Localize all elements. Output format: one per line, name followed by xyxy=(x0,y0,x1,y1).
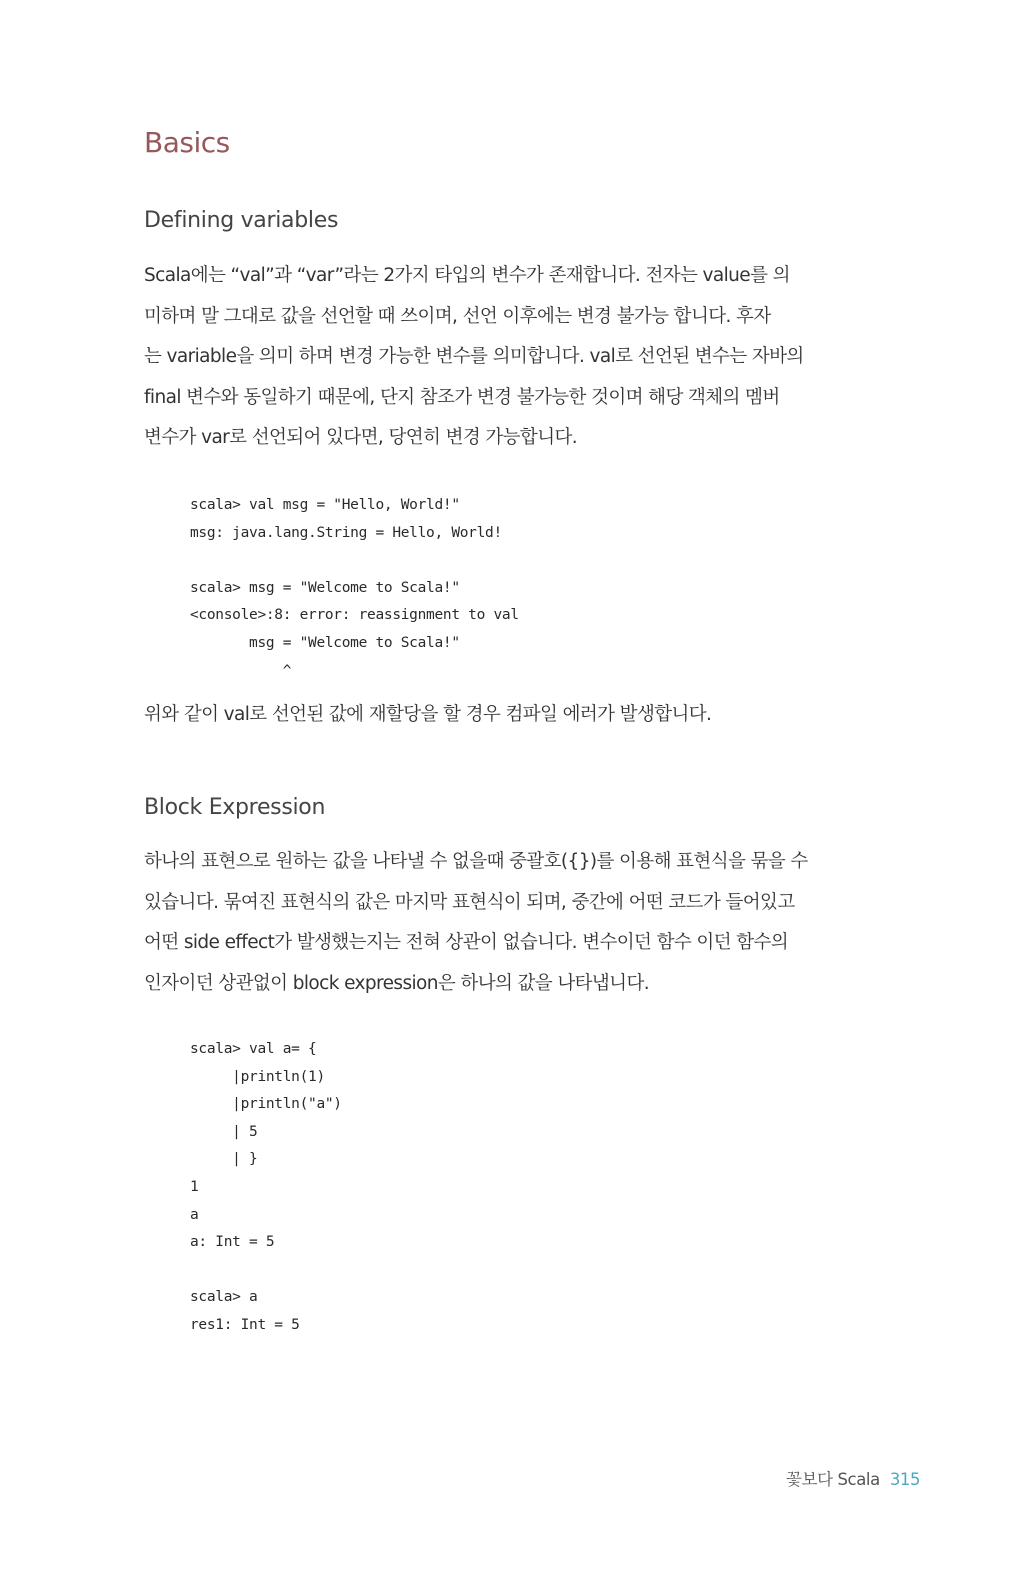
code-line: ^ xyxy=(190,662,292,679)
paragraph-after-code xyxy=(144,695,884,736)
page-footer xyxy=(786,1466,920,1490)
book-title: 꽃보다 Scala xyxy=(786,1470,880,1489)
paragraph-line: 있습니다. 묶여진 표현식의 값은 마지막 표현식이 되며, 중간에 어떤 코드가 들어있고 xyxy=(144,891,795,913)
code-block-val xyxy=(190,492,519,685)
code-line: | 5 xyxy=(190,1123,258,1140)
section-title-defining-variables: Defining variables xyxy=(144,208,339,233)
paragraph-defining-variables xyxy=(144,256,884,459)
code-line: a xyxy=(190,1206,199,1223)
paragraph-line: 어떤 side effect가 발생했는지는 전혀 상관이 없습니다. 변수이던 함수 이던 함수의 xyxy=(144,932,789,953)
code-line: scala> msg = "Welcome to Scala!" xyxy=(190,579,460,596)
page-heading: Basics xyxy=(144,126,230,159)
paragraph-line: 미하며 말 그대로 값을 선언할 때 쓰이며, 선언 이후에는 변경 불가능 합니다. 후자 xyxy=(144,305,771,327)
code-line: scala> a xyxy=(190,1289,258,1306)
code-line: scala> val msg = "Hello, World!" xyxy=(190,497,460,513)
code-line: |println("a") xyxy=(190,1096,342,1113)
paragraph-line: Scala에는 “val”과 “var”라는 2가지 타입의 변수가 존재합니다. 전자는 value를 의 xyxy=(144,265,790,286)
paragraph-line: final 변수와 동일하기 때문에, 단지 참조가 변경 불가능한 것이며 해당 객체의 멤버 xyxy=(144,386,780,408)
section-title-block-expression: Block Expression xyxy=(144,795,326,820)
paragraph-block-expression xyxy=(144,842,884,1004)
code-line: 1 xyxy=(190,1178,199,1195)
code-block-block-expression xyxy=(190,1036,342,1340)
page-number: 315 xyxy=(889,1470,921,1489)
paragraph-line: 는 variable을 의미 하며 변경 가능한 변수를 의미합니다. val로 선언된 변수는 자바의 xyxy=(144,346,804,367)
code-line: a: Int = 5 xyxy=(190,1234,275,1251)
paragraph-line: 변수가 var로 선언되어 있다면, 당연히 변경 가능합니다. xyxy=(144,427,578,448)
code-line: msg: java.lang.String = Hello, World! xyxy=(190,524,502,541)
paragraph-line: 인자이던 상관없이 block expression은 하나의 값을 나타냅니다. xyxy=(144,972,649,994)
code-line: | } xyxy=(190,1151,258,1168)
code-line: res1: Int = 5 xyxy=(190,1316,300,1333)
code-line xyxy=(190,1257,342,1285)
code-line: msg = "Welcome to Scala!" xyxy=(190,634,460,651)
paragraph-line: 하나의 표현으로 원하는 값을 나타낼 수 없을때 중괄호({})를 이용해 표현식을 묶을 수 xyxy=(144,851,808,872)
code-line: |println(1) xyxy=(190,1068,325,1085)
code-line: <console>:8: error: reassignment to val xyxy=(190,607,519,624)
paragraph-line: 위와 같이 val로 선언된 값에 재할당을 할 경우 컴파일 에러가 발생합니다. xyxy=(144,704,712,725)
code-line xyxy=(190,547,519,575)
code-line: scala> val a= { xyxy=(190,1041,317,1057)
